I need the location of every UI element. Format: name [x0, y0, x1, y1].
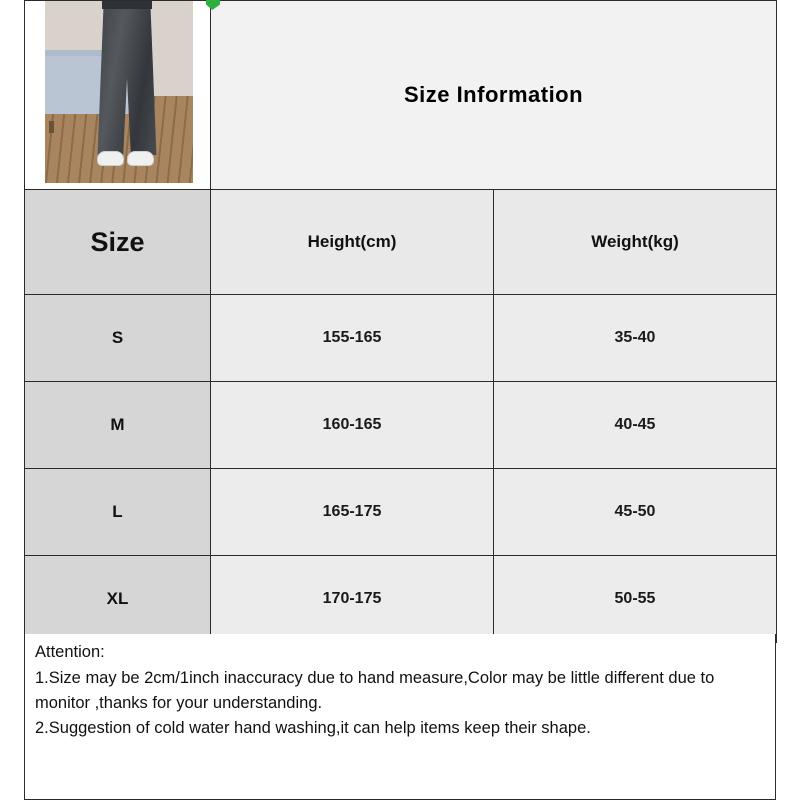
cell-weight: 45-50 — [494, 469, 777, 556]
size-information-table — [24, 0, 777, 643]
cell-height: 155-165 — [211, 295, 494, 382]
photo-shoe — [127, 151, 154, 166]
cell-size: M — [25, 382, 211, 469]
attention-line-2: 2.Suggestion of cold water hand washing,it can help items keep their shape. — [35, 719, 591, 737]
table-row — [25, 295, 777, 382]
table-banner-row — [25, 1, 777, 190]
cell-weight: 40-45 — [494, 382, 777, 469]
attention-block — [24, 634, 776, 800]
table-title: Size Information — [211, 1, 777, 190]
photo-pants-waistband — [102, 1, 152, 9]
product-photo — [45, 1, 193, 183]
cell-height: 160-165 — [211, 382, 494, 469]
cell-weight: 50-55 — [494, 556, 777, 643]
photo-shoe — [97, 151, 124, 166]
cell-size: S — [25, 295, 211, 382]
photo-sofa-leg — [49, 121, 54, 133]
table-row — [25, 556, 777, 643]
cell-height: 165-175 — [211, 469, 494, 556]
cell-weight: 35-40 — [494, 295, 777, 382]
header-cell-size: Size — [25, 190, 211, 295]
cell-size: XL — [25, 556, 211, 643]
table-header-row — [25, 190, 777, 295]
cell-height: 170-175 — [211, 556, 494, 643]
attention-line-1: 1.Size may be 2cm/1inch inaccuracy due to hand measure,Color may be little different due to monitor ,thanks for your understanding. — [35, 669, 715, 712]
product-photo-cell — [25, 1, 211, 190]
header-cell-height: Height(cm) — [211, 190, 494, 295]
attention-heading: Attention: — [35, 643, 105, 661]
table-row — [25, 382, 777, 469]
table-row — [25, 469, 777, 556]
cell-size: L — [25, 469, 211, 556]
header-cell-weight: Weight(kg) — [494, 190, 777, 295]
